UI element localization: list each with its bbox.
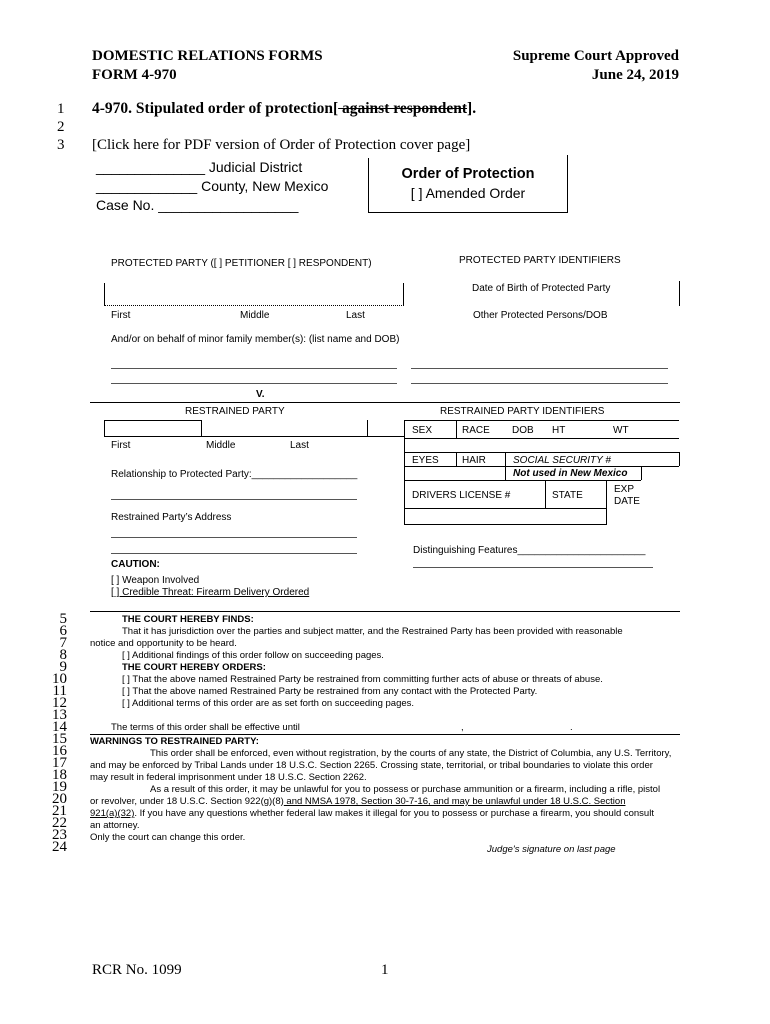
line-number: 17	[52, 755, 67, 771]
order-box-right-border	[567, 155, 568, 212]
sex-label: SEX	[412, 425, 433, 436]
id-row-sep-3	[404, 466, 679, 467]
drivers-license-label: DRIVERS LICENSE #	[412, 490, 511, 501]
line-number: 1	[57, 101, 65, 117]
line-number: 20	[52, 791, 67, 807]
header-approval-date: June 24, 2019	[591, 67, 679, 83]
id-col-sep-2	[456, 452, 457, 466]
case-number-field[interactable]: Case No. __________________	[96, 197, 299, 213]
findings-heading: THE COURT HEREBY FINDS:	[122, 614, 254, 625]
exp-label: EXP	[614, 484, 635, 495]
header-form-series: DOMESTIC RELATIONS FORMS	[92, 48, 323, 64]
judicial-district-field[interactable]: ______________ Judicial District	[96, 159, 303, 175]
order-no-contact-checkbox[interactable]: [ ] That the above named Restrained Party be restrained from any contact with the Protected Party.	[122, 686, 538, 697]
line-number: 12	[52, 695, 67, 711]
other-persons-label: Other Protected Persons/DOB	[473, 310, 608, 321]
line-number: 11	[52, 683, 67, 699]
line-number: 24	[52, 839, 67, 855]
effective-until-label: The terms of this order shall be effective until	[111, 722, 300, 733]
ssn-note: Not used in New Mexico	[513, 468, 628, 479]
exp-date-label: DATE	[614, 496, 640, 507]
findings-divider	[90, 611, 680, 612]
line-number: 14	[52, 719, 67, 735]
restrained-name-box-mid	[201, 420, 202, 437]
id-col-sep-5	[545, 480, 546, 508]
id-table-left	[404, 420, 405, 525]
warnings-heading: WARNINGS TO RESTRAINED PARTY:	[90, 736, 259, 747]
protected-name-field[interactable]	[104, 305, 404, 306]
jurisdiction-text-1: That it has jurisdiction over the parties and subject matter, and the Restrained Party has been provided with reasonable	[122, 626, 623, 637]
versus-label: V.	[256, 389, 265, 400]
id-col-sep-6	[606, 480, 607, 525]
race-label: RACE	[462, 425, 490, 436]
height-label: HT	[552, 425, 566, 436]
effective-period: .	[570, 722, 573, 733]
drivers-license-field[interactable]	[404, 524, 606, 525]
amended-order-checkbox[interactable]: [ ] Amended Order	[410, 185, 526, 201]
restrained-name-box-right	[367, 420, 368, 437]
id-table-right	[679, 452, 680, 466]
ssn-label: SOCIAL SECURITY #	[513, 455, 611, 466]
other-persons-field-2[interactable]	[411, 383, 668, 384]
dob-restrained-label: DOB	[512, 425, 534, 436]
id-col-sep-4	[641, 466, 642, 480]
id-row-sep-5	[404, 508, 606, 509]
line-number: 22	[52, 815, 67, 831]
warning-text: and may be enforced by Tribal Lands under 18 U.S.C. Section 2265. Crossing state, territorial, or tribal boundaries to violate this order	[90, 760, 653, 771]
name-box-left	[104, 283, 105, 306]
distinguishing-features-field[interactable]: Distinguishing Features_______________________	[413, 545, 646, 556]
nmsa-reference: and NMSA 1978, Section 30-7-16, and may be unlawful under 18 U.S.C. Section	[283, 796, 626, 807]
weapon-involved-checkbox[interactable]: [ ] Weapon Involved	[111, 575, 200, 586]
relationship-line-2[interactable]	[111, 499, 357, 500]
restrained-party-label: RESTRAINED PARTY	[185, 406, 285, 417]
warning-text: may result in federal imprisonment under 18 U.S.C. Section 2262.	[90, 772, 367, 783]
usc-reference: 921(a)(32)	[90, 808, 135, 819]
line-number: 3	[57, 137, 65, 153]
line-number: 2	[57, 119, 65, 135]
line-number: 19	[52, 779, 67, 795]
eyes-label: EYES	[412, 455, 439, 466]
restrained-identifiers-label: RESTRAINED PARTY IDENTIFIERS	[440, 406, 605, 417]
minor-field-1[interactable]	[111, 368, 397, 369]
caution-label: CAUTION:	[111, 559, 160, 570]
weight-label: WT	[613, 425, 629, 436]
id-col-sep	[456, 420, 457, 438]
restrained-name-box-left	[104, 420, 105, 437]
line-number: 21	[52, 803, 67, 819]
restrained-name-field[interactable]	[104, 436, 404, 437]
pdf-cover-link[interactable]: [Click here for PDF version of Order of Protection cover page]	[92, 137, 471, 153]
relationship-field[interactable]: Relationship to Protected Party:___________________	[111, 469, 358, 480]
warning-text: As a result of this order, it may be unlawful for you to possess or purchase ammunition or a firearm, including a rifle, pistol	[150, 784, 661, 795]
dob-box-right	[679, 281, 680, 306]
warning-text: an attorney.	[90, 820, 140, 831]
page-number: 1	[381, 962, 389, 978]
id-row-sep-1	[404, 438, 679, 439]
line-number: 16	[52, 743, 67, 759]
order-additional-terms-checkbox[interactable]: [ ] Additional terms of this order are as set forth on succeeding pages.	[122, 698, 415, 709]
minor-members-label: And/or on behalf of minor family member(s): (list name and DOB)	[111, 334, 400, 345]
minor-field-2[interactable]	[111, 383, 397, 384]
address-field-2[interactable]	[111, 553, 357, 554]
dob-label: Date of Birth of Protected Party	[472, 283, 611, 294]
line-number: 6	[59, 623, 67, 639]
page-title: 4-970. Stipulated order of protection[ against respondent].	[92, 100, 477, 117]
line-number: 23	[52, 827, 67, 843]
other-persons-field-1[interactable]	[411, 368, 668, 369]
credible-threat-checkbox[interactable]: [ ] Credible Threat: Firearm Delivery Ordered	[111, 587, 310, 598]
restrained-last-label: Last	[290, 440, 309, 451]
protected-identifiers-label: PROTECTED PARTY IDENTIFIERS	[459, 255, 621, 266]
line-number: 13	[52, 707, 67, 723]
line-number: 8	[59, 647, 67, 663]
order-box-bottom-border	[368, 212, 568, 213]
id-table-top	[404, 420, 679, 421]
effective-date-field[interactable]	[90, 734, 680, 735]
struck-text: against respondent	[338, 100, 468, 117]
name-box-right	[403, 283, 404, 306]
order-of-protection-title: Order of Protection	[401, 166, 535, 182]
last-name-label: Last	[346, 310, 365, 321]
address-label: Restrained Party’s Address	[111, 512, 232, 523]
warning-text: or revolver, under 18 U.S.C. Section 922(g)(8) and NMSA 1978, Section 30-7-16, and may be unlawful under 18 U.S.C. Section	[90, 796, 626, 807]
warning-text: 921(a)(32). If you have any questions whether federal law makes it illegal for you to possess or purchase a firearm, you should consult	[90, 808, 654, 819]
jurisdiction-text-2: notice and opportunity to be heard.	[90, 638, 237, 649]
additional-findings-checkbox[interactable]: [ ] Additional findings of this order follow on succeeding pages.	[122, 650, 384, 661]
only-court-text: Only the court can change this order.	[90, 832, 246, 843]
orders-heading: THE COURT HEREBY ORDERS:	[122, 662, 266, 673]
line-number: 7	[59, 635, 67, 651]
protected-party-label: PROTECTED PARTY ([ ] PETITIONER [ ] RESPONDENT)	[111, 258, 372, 269]
line-number: 15	[52, 731, 67, 747]
effective-comma: ,	[461, 722, 464, 733]
section-divider	[90, 402, 680, 403]
header-approval: Supreme Court Approved	[512, 48, 679, 64]
warning-text: This order shall be enforced, even without registration, by the courts of any state, the District of Columbia, any U.S. Territory,	[150, 748, 672, 759]
line-number: 9	[59, 659, 67, 675]
middle-name-label: Middle	[240, 310, 270, 321]
address-field-1[interactable]	[111, 537, 357, 538]
county-field[interactable]: _____________ County, New Mexico	[96, 178, 329, 194]
distinguishing-features-line-2[interactable]	[413, 567, 653, 568]
hair-label: HAIR	[462, 455, 486, 466]
line-number: 10	[52, 671, 67, 687]
state-label: STATE	[552, 490, 583, 501]
header-form-number: FORM 4-970	[92, 67, 177, 83]
restrained-first-label: First	[111, 440, 131, 451]
id-row-sep-2	[404, 452, 679, 453]
rcr-number: RCR No. 1099	[92, 962, 182, 978]
first-name-label: First	[111, 310, 131, 321]
judge-signature-note: Judge's signature on last page	[487, 844, 616, 855]
restrained-middle-label: Middle	[206, 440, 236, 451]
line-number: 5	[59, 611, 67, 627]
line-number: 18	[52, 767, 67, 783]
restrained-name-top-1	[104, 420, 201, 421]
order-no-abuse-checkbox[interactable]: [ ] That the above named Restrained Party be restrained from committing further acts of abuse or threats of abuse.	[122, 674, 603, 685]
